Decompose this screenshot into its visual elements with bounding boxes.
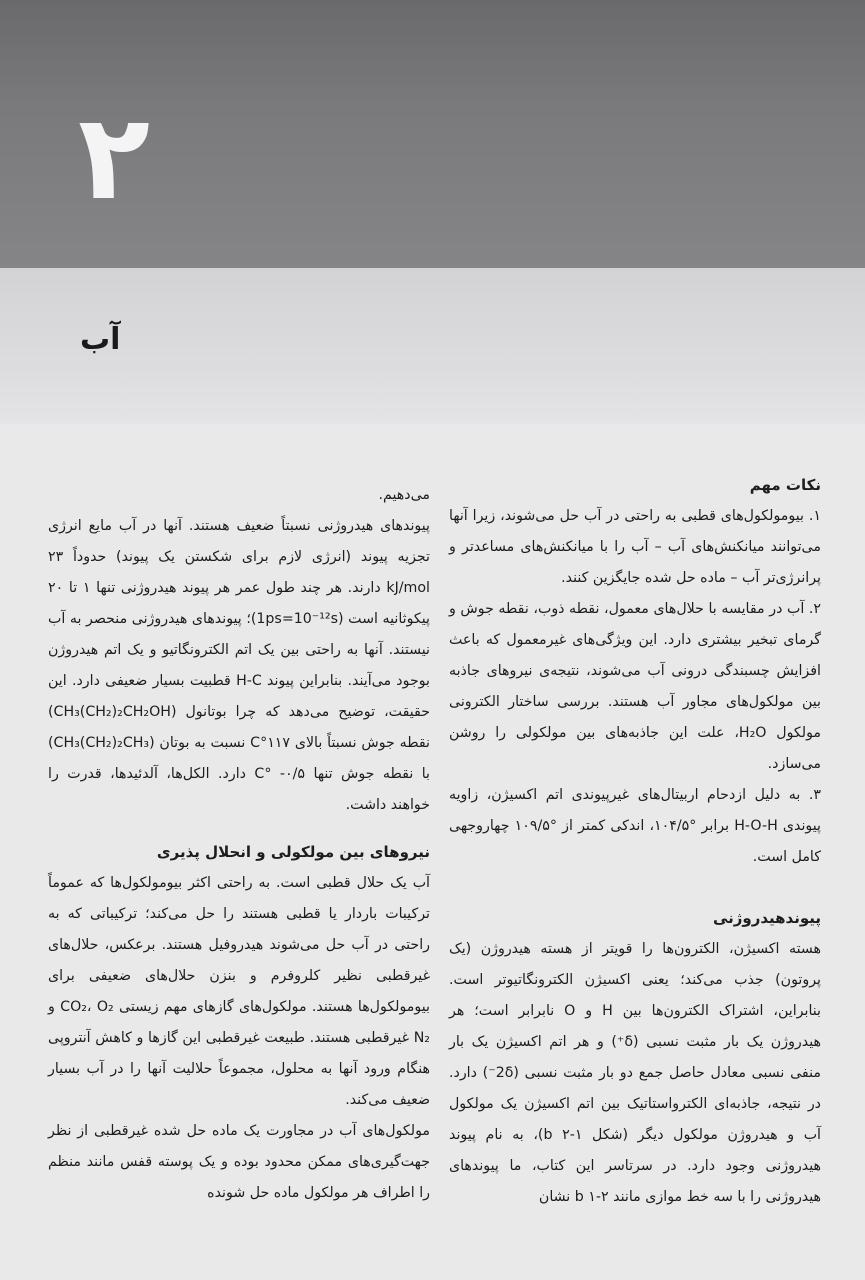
notes-heading: نکات مهم	[749, 476, 821, 494]
right-column	[449, 470, 821, 1213]
continuation-text: می‌دهیم.	[378, 487, 430, 503]
chapter-title-band	[0, 268, 865, 424]
note-2: ۲. آب در مقایسه با حلال‌های معمول، نقطه ذوب، نقطه جوش و گرمای تبخیر بیشتری دارد. این ویژگی‌های غیرمعمول که باعث افزایش چسبندگی درونی آب می‌شوند، نتیجه‌ی نیروهای جاذبه بین مولکول‌های مجاور آب هستند. بررسی ساختار الکترونی مولکول H₂O، علت این جاذبه‌های بین مولکولی را روشن می‌سازد.	[449, 601, 822, 772]
forces-paragraph-1: آب یک حلال قطبی است. به راحتی اکثر بیومولکول‌ها که عموماً ترکیبات باردار یا قطبی هستند را حل می‌کند؛ ترکیباتی که به راحتی در آب حل می‌شوند هیدروفیل هستند. برعکس، حلال‌های غیرقطبی نظیر کلروفرم و بنزن حلال‌های ضعیفی برای بیومولکول‌ها هستند. مولکول‌های گازهای مهم زیستی CO₂، O₂ و N₂ غیرقطبی هستند. طبیعت غیرقطبی این گازها و کاهش آنتروپی هنگام ورود آنها به محلول، مجموعاً حلالیت آنها را در آب بسیار ضعیف می‌کند.	[48, 875, 430, 1108]
chapter-header-band	[0, 0, 865, 268]
chapter-number: ۲	[78, 88, 151, 226]
forces-paragraph-2: مولکول‌های آب در مجاورت یک ماده حل شده غیرقطبی از نظر جهت‌گیری‌های ممکن محدود بوده و یک پوسته قفس مانند منظم را اطراف هر مولکول ماده حل شونده	[48, 1123, 430, 1201]
chapter-title: آب	[80, 322, 121, 357]
left-column	[48, 480, 430, 1209]
hydrogen-bond-paragraph-1: هسته اکسیژن، الکترون‌ها را قویتر از هسته هیدروژن (یک پروتون) جذب می‌کند؛ یعنی اکسیژن الکترونگاتیوتر است. بنابراین، اشتراک الکترون‌ها بین H و O نابرابر است؛ هر هیدروژن یک بار مثبت نسبی (δ⁺) و هر اتم اکسیژن یک بار منفی نسبی معادل حاصل جمع دو بار مثبت نسبی (2δ⁻) دارد. در نتیجه، جاذبه‌ای الکترواستاتیک بین اتم اکسیژن یک مولکول آب و هیدروژن مولکول دیگر (شکل ۱-۲ b)، به نام پیوند هیدروژنی وجود دارد. در سرتاسر این کتاب، ما پیوندهای هیدروژنی را با سه خط موازی مانند ۲-۱ b نشان	[449, 941, 821, 1205]
hydrogen-bond-heading: پیوندهیدروژنی	[712, 909, 821, 927]
hydrogen-bond-paragraph-2: پیوندهای هیدروژنی نسبتاً ضعیف هستند. آنها در آب مایع انرژی تجزیه پیوند (انرژی لازم برای شکستن یک پیوند) حدوداً ۲۳ kJ/mol دارند. هر چند طول عمر هر پیوند هیدروژنی تنها ۱ تا ۲۰ پیکوثانیه است (1ps=10⁻¹²s)؛ پیوندهای هیدروژنی منحصر به آب نیستند. آنها به راحتی بین یک اتم الکترونگاتیو و یک اتم هیدروژن بوجود می‌آیند. بنابراین پیوند H-C قطبیت بسیار ضعیفی دارد. این حقیقت، توضیح می‌دهد که چرا بوتانول (CH₃(CH₂)₂CH₂OH) نقطه جوش نسبتاً بالای ۱۱۷°C نسبت به بوتان (CH₃(CH₂)₂CH₃) با نقطه جوش تنها ۰/۵- °C دارد. الکل‌ها، آلدئیدها، قدرت را خواهند داشت.	[48, 518, 431, 813]
intermolecular-forces-heading: نیروهای بین مولکولی و انحلال پذیری	[156, 843, 430, 861]
note-3: ۳. به دلیل ازدحام اربیتال‌های غیرپیوندی اتم اکسیژن، زاویه پیوندی H-O-H برابر °۱۰۴/۵، اندکی کمتر از °۱۰۹/۵ چهاروجهی کامل است.	[449, 787, 821, 865]
note-1: ۱. بیومولکول‌های قطبی به راحتی در آب حل می‌شوند، زیرا آنها می‌توانند میانکنش‌های آب – آب را با میانکنش‌های مساعدتر و پرانرژی‌تر آب – ماده حل شده جایگزین کنند.	[449, 508, 821, 586]
